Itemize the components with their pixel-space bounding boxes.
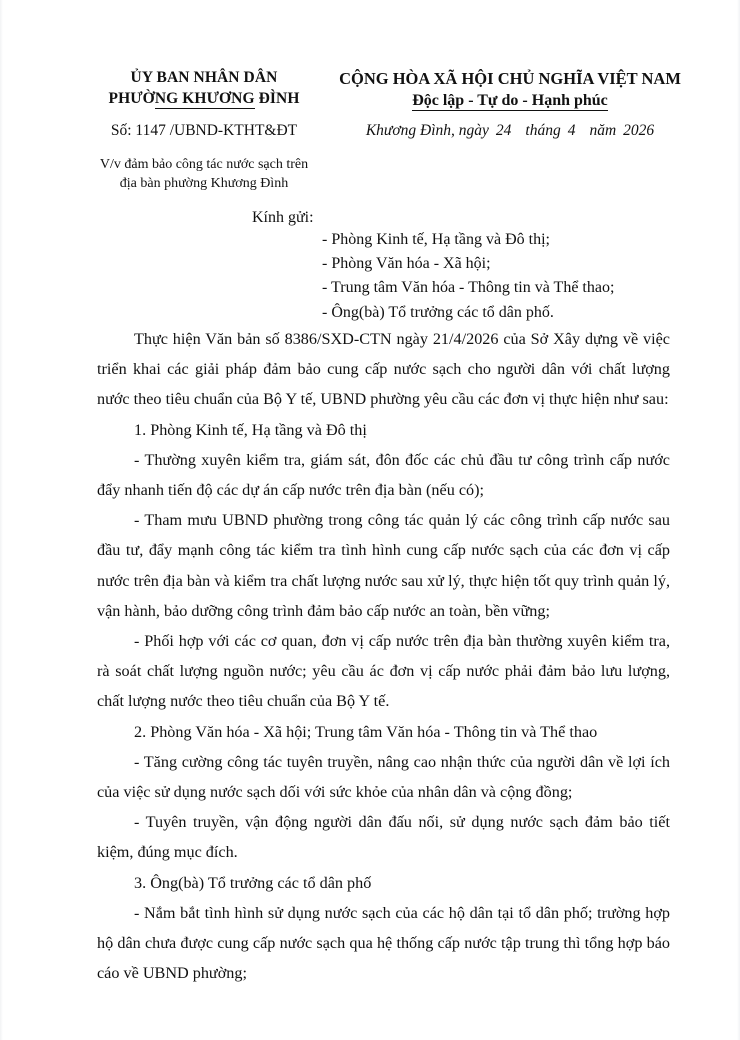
year-label: năm bbox=[589, 122, 617, 139]
section-2-item-1: - Tăng cường công tác tuyên truyền, nâng cao nhận thức của người dân về lợi ích của việc sử dụng nước sạch dối với sức khỏe của nhân dân và cộng đồng; bbox=[97, 752, 670, 802]
place-and-date bbox=[330, 122, 690, 140]
subject-line-1: V/v đảm bảo công tác nước sạch trên bbox=[99, 157, 309, 172]
recipient-list bbox=[322, 228, 682, 325]
section-3-heading: 3. Ông(bà) Tổ trưởng các tổ dân phố bbox=[134, 873, 372, 892]
issuing-org-line2 bbox=[78, 89, 330, 109]
national-heading-block bbox=[330, 68, 690, 111]
section-2-heading: 2. Phòng Văn hóa - Xã hội; Trung tâm Văn hóa - Thông tin và Thể thao bbox=[134, 722, 598, 741]
recipient-item: - Phòng Kinh tế, Hạ tầng và Đô thị; bbox=[322, 231, 550, 248]
document-number: Số: 1147 /UBND-KTHT&ĐT bbox=[110, 122, 298, 139]
document-subject bbox=[78, 155, 330, 193]
national-motto-text: Độc lập - Tự do - Hạnh phúc bbox=[412, 92, 608, 109]
section-1-item-2: - Tham mưu UBND phường trong công tác quản lý các công trình cấp nước sau đầu tư, đẩy mạnh công tác kiểm tra tình hình cung cấp nước sạch của các đơn vị cấp nước trên địa bàn và kiểm tra chất lượng nước sau xử lý, thực hiện tốt quy trình quản lý, vận hành, bảo dưỡng công trình đảm bảo cấp nước an toàn, bền vững; bbox=[97, 511, 670, 620]
issue-month: 4 bbox=[567, 122, 576, 139]
section-1-item-1: - Thường xuyên kiểm tra, giám sát, đôn đốc các chủ đầu tư công trình cấp nước đẩy nhanh tiến độ các dự án cấp nước trên địa bàn (nếu có); bbox=[97, 450, 670, 500]
section-1-heading: 1. Phòng Kinh tế, Hạ tầng và Đô thị bbox=[134, 420, 367, 439]
national-motto bbox=[330, 90, 690, 111]
issuing-org-line2-prefix: PHƯỜ bbox=[108, 90, 155, 107]
subject-line-2: địa bàn phường Khương Đình bbox=[119, 176, 289, 191]
issue-place: Khương Đình, ngày bbox=[365, 122, 489, 139]
issuing-org-line2-suffix: ĐÌNH bbox=[254, 90, 300, 107]
issuing-org-line2-underlined: NG KHƯƠNG bbox=[154, 90, 255, 107]
recipient-item: - Trung tâm Văn hóa - Thông tin và Thể thao; bbox=[322, 279, 615, 297]
issue-day: 24 bbox=[495, 122, 512, 139]
recipient-item: - Phòng Văn hóa - Xã hội; bbox=[322, 255, 491, 273]
section-1-item-3: - Phối hợp với các cơ quan, đơn vị cấp nước trên địa bàn thường xuyên kiểm tra, rà soát chất lượng nguồn nước; yêu cầu ác đơn vị cấp nước phải đảm bảo lưu lượng, chất lượng nước theo tiêu chuẩn của Bộ Y tế. bbox=[97, 632, 670, 711]
issuing-organization-block bbox=[78, 68, 330, 109]
recipient-item: - Ông(bà) Tổ trưởng các tổ dân phố. bbox=[322, 303, 554, 321]
section-3-item-1: - Nắm bắt tình hình sử dụng nước sạch của các hộ dân tại tổ dân phố; trường hợp hộ dân chưa được cung cấp nước sạch qua hệ thống cấp nước tập trung thì tổng hợp báo cáo về UBND phường; bbox=[97, 903, 670, 983]
salutation: Kính gửi: bbox=[252, 209, 314, 226]
section-2-item-2: - Tuyên truyền, vận động người dân đấu nối, sử dụng nước sạch đảm bảo tiết kiệm, đúng mục đích. bbox=[97, 813, 670, 862]
month-label: tháng bbox=[525, 122, 561, 139]
body-intro-paragraph: Thực hiện Văn bản số 8386/SXD-CTN ngày 21/4/2026 của Sở Xây dựng về việc triển khai các giải pháp đảm bảo cung cấp nước sạch cho người dân với chất lượng nước theo tiêu chuẩn của Bộ Y tế, UBND phường yêu cầu các đơn vị thực hiện như sau: bbox=[97, 330, 670, 409]
national-title: CỘNG HÒA XÃ HỘI CHỦ NGHĨA VIỆT NAM bbox=[339, 69, 681, 88]
issuing-org-line1: ỦY BAN NHÂN DÂN bbox=[130, 69, 278, 86]
document-body bbox=[97, 324, 670, 988]
issue-year: 2026 bbox=[623, 122, 655, 139]
